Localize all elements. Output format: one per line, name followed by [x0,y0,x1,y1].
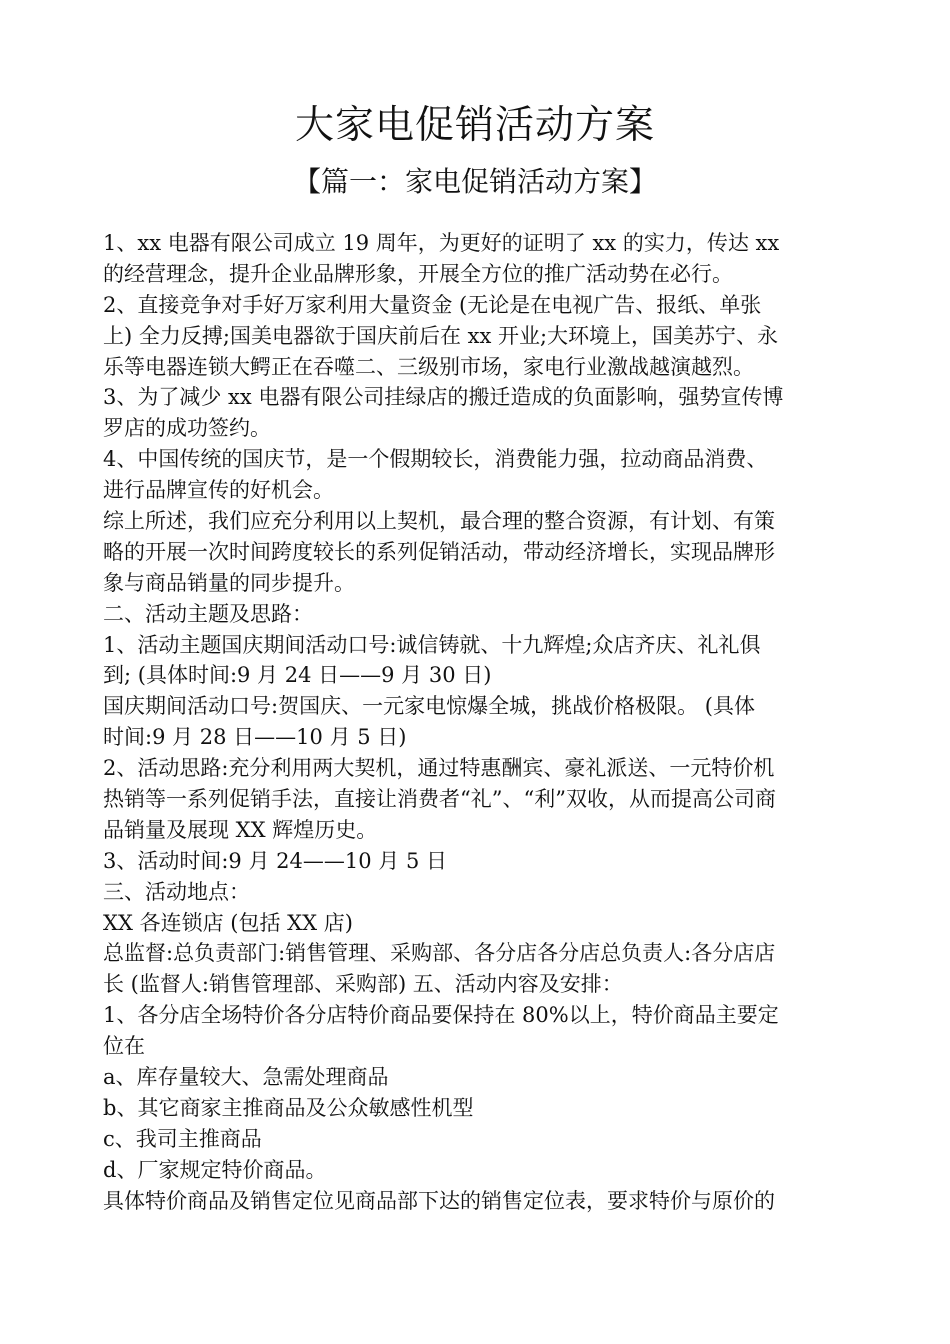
body-text-line: 具体特价商品及销售定位见商品部下达的销售定位表，要求特价与原价的 [103,1188,775,1213]
body-text-line: 到; (具体时间:9 月 24 日——9 月 30 日) [103,663,492,688]
body-text-line: 象与商品销量的同步提升。 [103,570,355,595]
body-text-line: 综上所述，我们应充分利用以上契机，最合理的整合资源，有计划、有策 [103,509,775,534]
body-text-line: c、我司主推商品 [103,1126,262,1151]
body-text-line: 总监督:总负责部门:销售管理、采购部、各分店各分店总负责人:各分店店 [103,941,776,966]
body-text-line: 略的开展一次时间跨度较长的系列促销活动，带动经济增长，实现品牌形 [103,539,775,564]
body-text-line: 国庆期间活动口号:贺国庆、一元家电惊爆全城，挑战价格极限。 (具体 [103,694,755,719]
document-title: 大家电促销活动方案 [294,103,655,148]
body-text-line: 1、活动主题国庆期间活动口号:诚信铸就、十九辉煌;众店齐庆、礼礼俱 [103,632,761,657]
body-text-line: 时间:9 月 28 日——10 月 5 日) [103,725,407,750]
body-text-line: XX 各连锁店 (包括 XX 店) [103,910,353,935]
body-text-line: 二、活动主题及思路： [103,601,313,626]
document-body [103,228,853,1217]
body-text-line: a、库存量较大、急需处理商品 [103,1065,389,1090]
body-text-line: 1、xx 电器有限公司成立 19 周年，为更好的证明了 xx 的实力，传达 xx [103,231,780,255]
body-text-line: 热销等一系列促销手法，直接让消费者“礼”、“利”双收，从而提高公司商 [103,787,776,812]
body-text-line: 位在 [103,1034,145,1059]
body-text-line: 乐等电器连锁大鳄正在吞噬二、三级别市场，家电行业激战越演越烈。 [103,354,754,379]
body-text-line: 品销量及展现 XX 辉煌历史。 [103,817,378,842]
body-text-line: 三、活动地点： [103,879,250,904]
body-text-line: d、厂家规定特价商品。 [103,1157,327,1182]
body-text-line: 上) 全力反搏;国美电器欲于国庆前后在 xx 开业;大环境上，国美苏宁、永 [103,323,779,348]
body-text-line: 2、直接竞争对手好万家利用大量资金 (无论是在电视广告、报纸、单张 [103,292,762,317]
body-text-line: 长 (监督人:销售管理部、采购部) 五、活动内容及安排： [103,972,623,997]
body-text-line: 3、活动时间:9 月 24——10 月 5 日 [103,848,447,873]
body-text-line: 2、活动思路:充分利用两大契机，通过特惠酬宾、豪礼派送、一元特价机 [103,756,775,781]
document-subtitle: 【篇一：家电促销活动方案】 [292,165,657,198]
body-text-line: 3、为了减少 xx 电器有限公司挂绿店的搬迁造成的负面影响，强势宣传博 [103,385,784,410]
body-text-line: 1、各分店全场特价各分店特价商品要保持在 80%以上，特价商品主要定 [103,1003,779,1028]
body-text-line: 4、中国传统的国庆节，是一个假期较长，消费能力强，拉动商品消费、 [103,447,768,472]
body-text-line: 进行品牌宣传的好机会。 [103,478,334,503]
body-text-line: b、其它商家主推商品及公众敏感性机型 [103,1095,474,1120]
body-text-line: 罗店的成功签约。 [103,416,271,441]
body-text-line: 的经营理念，提升企业品牌形象，开展全方位的推广活动势在必行。 [103,261,733,286]
